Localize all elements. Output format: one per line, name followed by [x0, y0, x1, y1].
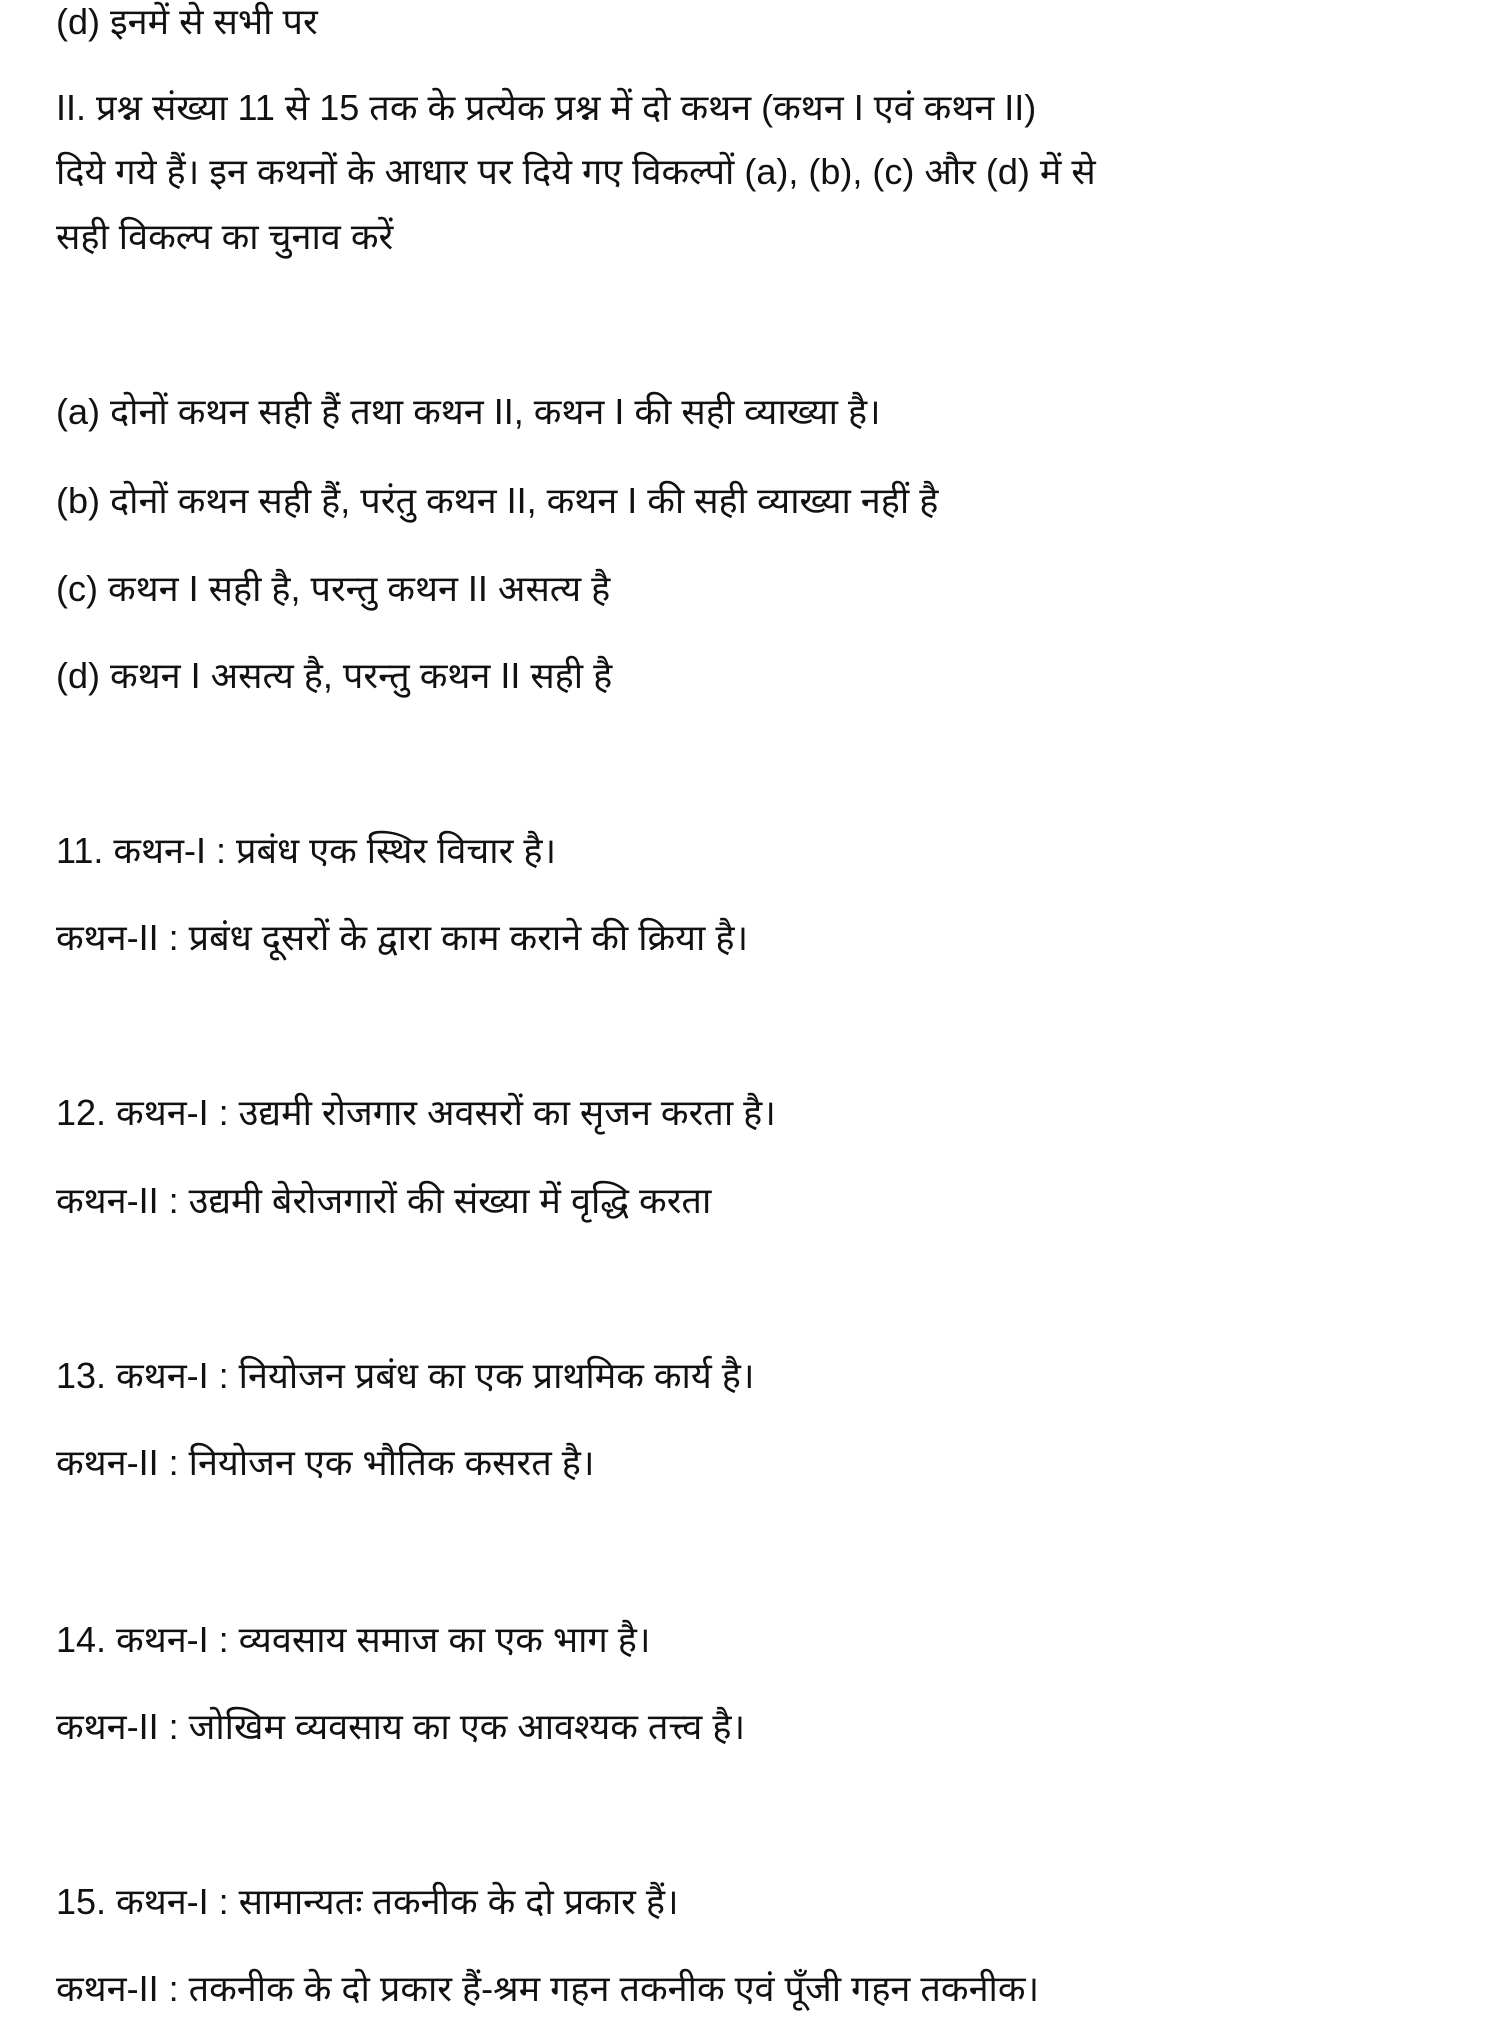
question-11-statement-2: कथन-II : प्रबंध दूसरों के द्वारा काम कराने की क्रिया है। — [56, 917, 749, 958]
question-11-statement-1: 11. कथन-I : प्रबंध एक स्थिर विचार है। — [56, 830, 557, 871]
instruction-line: दिये गये हैं। इन कथनों के आधार पर दिये गए विकल्पों (a), (b), (c) और (d) में से — [56, 151, 1096, 192]
question-12-statement-1: 12. कथन-I : उद्यमी रोजगार अवसरों का सृजन करता है। — [56, 1092, 776, 1133]
instruction-line: सही विकल्प का चुनाव करें — [56, 216, 394, 257]
question-14-statement-2: कथन-II : जोखिम व्यवसाय का एक आवश्यक तत्त्व है। — [56, 1706, 746, 1747]
option-a: (a) दोनों कथन सही हैं तथा कथन II, कथन I की सही व्याख्या है। — [56, 391, 881, 432]
option-c: (c) कथन I सही है, परन्तु कथन II असत्य है — [56, 568, 611, 609]
question-15-statement-2: कथन-II : तकनीक के दो प्रकार हैं-श्रम गहन तकनीक एवं पूँजी गहन तकनीक। — [56, 1968, 1040, 2009]
prev-option-d: (d) इनमें से सभी पर — [56, 1, 318, 42]
question-13-statement-1: 13. कथन-I : नियोजन प्रबंध का एक प्राथमिक कार्य है। — [56, 1355, 755, 1396]
question-13-statement-2: कथन-II : नियोजन एक भौतिक कसरत है। — [56, 1442, 595, 1483]
option-b: (b) दोनों कथन सही हैं, परंतु कथन II, कथन I की सही व्याख्या नहीं है — [56, 480, 939, 521]
option-d: (d) कथन I असत्य है, परन्तु कथन II सही है — [56, 655, 613, 696]
instruction-line: II. प्रश्न संख्या 11 से 15 तक के प्रत्येक प्रश्न में दो कथन (कथन I एवं कथन II) — [56, 87, 1037, 128]
question-14-statement-1: 14. कथन-I : व्यवसाय समाज का एक भाग है। — [56, 1619, 651, 1660]
question-15-statement-1: 15. कथन-I : सामान्यतः तकनीक के दो प्रकार हैं। — [56, 1881, 679, 1922]
question-12-statement-2: कथन-II : उद्यमी बेरोजगारों की संख्या में वृद्धि करता — [56, 1180, 712, 1221]
